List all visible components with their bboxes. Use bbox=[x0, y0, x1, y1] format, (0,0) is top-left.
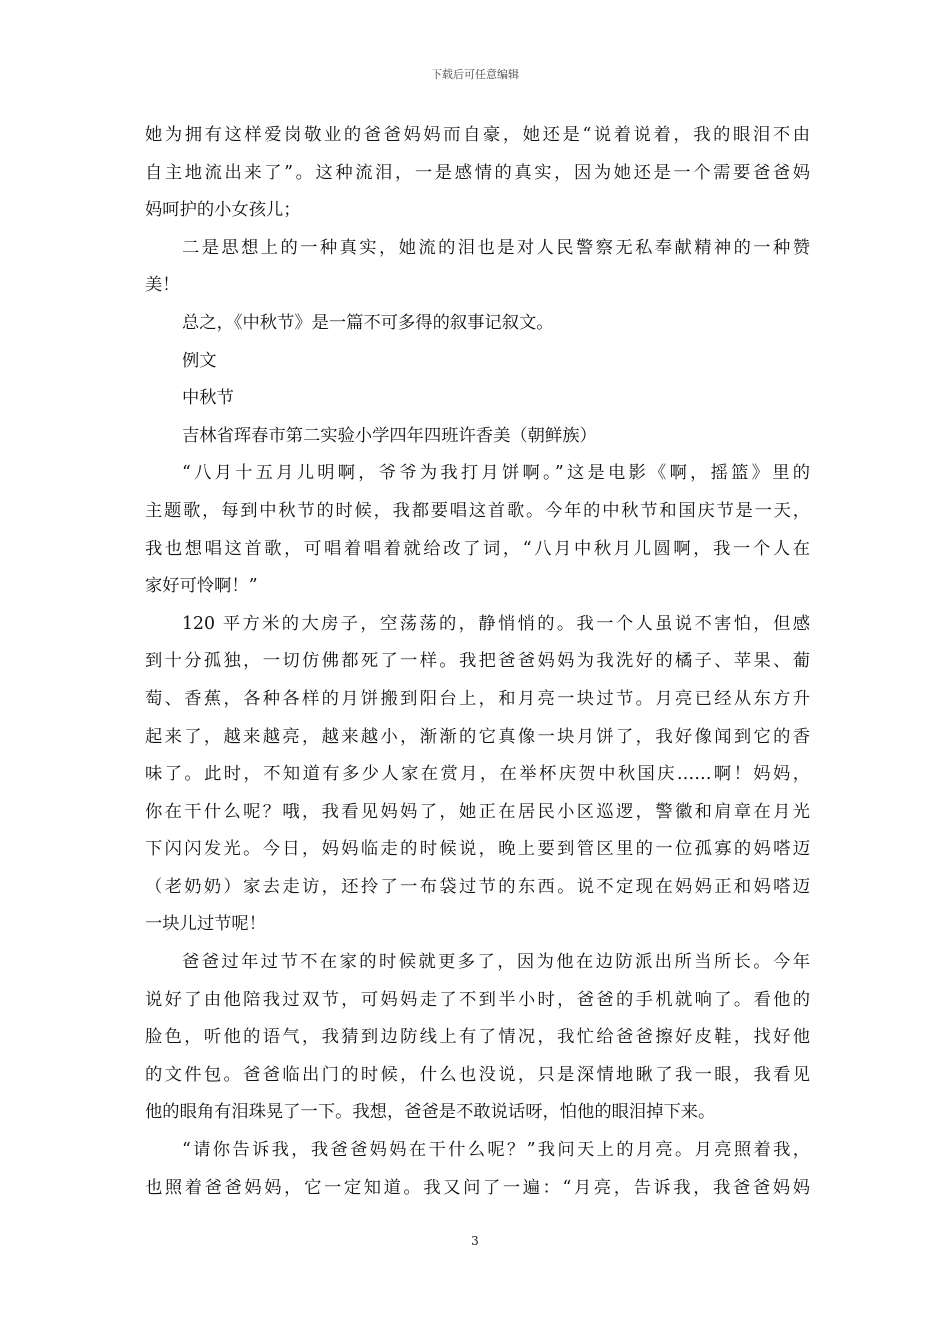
document-body bbox=[145, 117, 810, 1207]
text-line: 中秋节 bbox=[182, 388, 234, 409]
text-line: 例文 bbox=[182, 350, 217, 371]
text-line: 她为拥有这样爱岗敬业的爸爸妈妈而自豪，她还是“说着说着，我的眼泪不由 bbox=[145, 125, 810, 145]
text-line: 主题歌，每到中秋节的时候，我都要唱这首歌。今年的中秋节和国庆节是一天， bbox=[145, 500, 810, 521]
text-line: 自主地流出来了”。这种流泪，一是感情的真实，因为她还是一个需要爸爸妈 bbox=[145, 162, 810, 183]
text-line: 二是思想上的一种真实，她流的泪也是对人民警察无私奉献精神的一种赞 bbox=[182, 237, 810, 258]
text-line: 到十分孤独，一切仿佛都死了一样。我把爸爸妈妈为我洗好的橘子、苹果、葡 bbox=[145, 651, 810, 672]
text-line: 味了。此时，不知道有多少人家在赏月，在举杯庆贺中秋国庆……啊！妈妈， bbox=[145, 764, 810, 785]
text-line: 家好可怜啊！” bbox=[145, 576, 258, 597]
text-line: “请你告诉我，我爸爸妈妈在干什么呢？”我问天上的月亮。月亮照着我， bbox=[182, 1140, 810, 1161]
text-line: 你在干什么呢？哦，我看见妈妈了，她正在居民小区巡逻，警徽和肩章在月光 bbox=[145, 801, 810, 822]
text-line: 爸爸过年过节不在家的时候就更多了，因为他在边防派出所当所长。今年 bbox=[182, 952, 810, 973]
text-line: 他的眼角有泪珠晃了一下。我想，爸爸是不敢说话呀，怕他的眼泪掉下来。 bbox=[145, 1102, 716, 1123]
page-header: 下载后可任意编辑 bbox=[431, 68, 519, 81]
text-line: 总之，《中秋节》是一篇不可多得的叙事记叙文。 bbox=[182, 312, 554, 333]
text-line: 起来了，越来越亮，越来越小，渐渐的它真像一块月饼了，我好像闻到它的香 bbox=[145, 726, 810, 747]
text-line: 也照着爸爸妈妈，它一定知道。我又问了一遍：“月亮，告诉我，我爸爸妈妈 bbox=[145, 1177, 810, 1198]
text-line: “八月十五月儿明啊，爷爷为我打月饼啊。”这是电影《啊，摇篮》里的 bbox=[182, 463, 810, 484]
text-line: 我也想唱这首歌，可唱着唱着就给改了词，“八月中秋月儿圆啊，我一个人在 bbox=[145, 538, 810, 559]
text-line: 120 平方米的大房子，空荡荡的，静悄悄的。我一个人虽说不害怕，但感 bbox=[182, 613, 810, 634]
text-line: 吉林省珲春市第二实验小学四年四班许香美（朝鲜族） bbox=[182, 425, 597, 446]
text-line: 脸色，听他的语气，我猜到边防线上有了情况，我忙给爸爸擦好皮鞋，找好他 bbox=[145, 1027, 810, 1048]
text-line: 的文件包。爸爸临出门的时候，什么也没说，只是深情地瞅了我一眼，我看见 bbox=[145, 1064, 810, 1085]
page-number: 3 bbox=[471, 1234, 479, 1248]
text-line: 下闪闪发光。今日，妈妈临走的时候说，晚上要到管区里的一位孤寡的妈嗒迈 bbox=[145, 839, 810, 860]
text-line: 美！ bbox=[145, 275, 180, 296]
text-line: 说好了由他陪我过双节，可妈妈走了不到半小时，爸爸的手机就响了。看他的 bbox=[145, 989, 810, 1010]
text-line: 一块儿过节呢！ bbox=[145, 914, 266, 935]
text-line: 妈呵护的小女孩儿； bbox=[145, 200, 301, 221]
text-line: （老奶奶）家去走访，还拎了一布袋过节的东西。说不定现在妈妈正和妈嗒迈 bbox=[145, 876, 810, 897]
text-line: 萄、香蕉，各种各样的月饼搬到阳台上，和月亮一块过节。月亮已经从东方升 bbox=[145, 688, 810, 709]
